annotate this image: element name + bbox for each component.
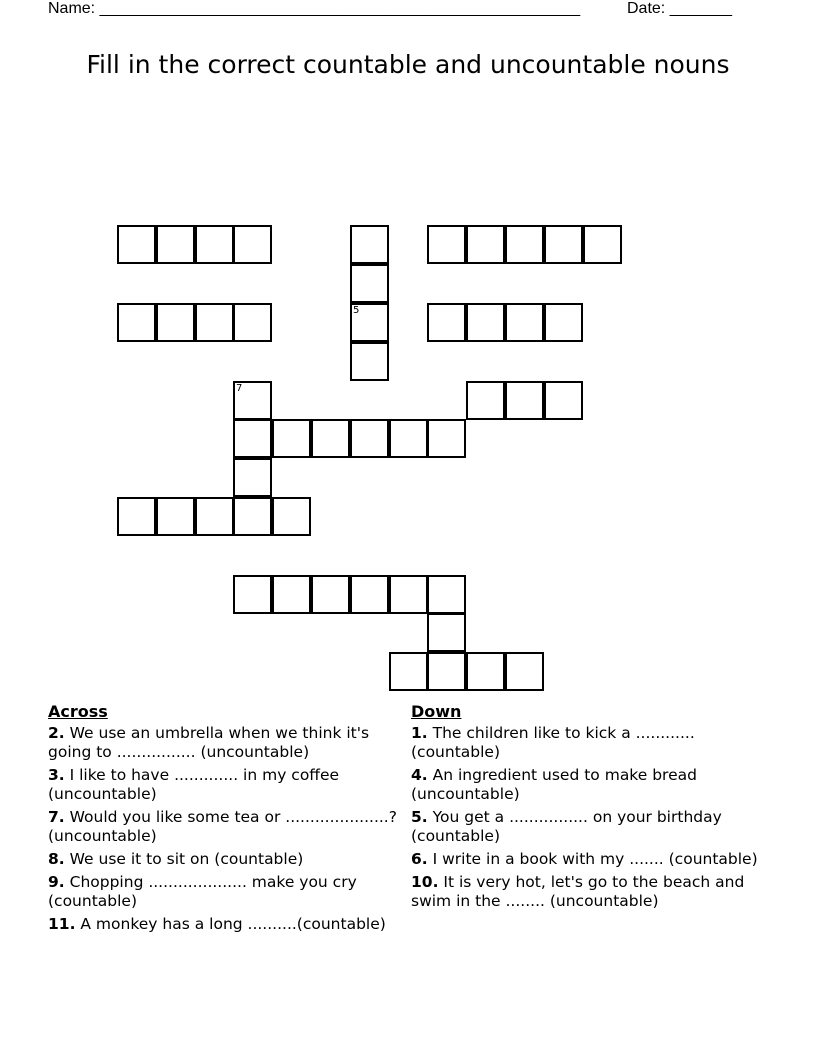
crossword-cell[interactable] [311, 419, 350, 458]
crossword-cell[interactable] [117, 225, 156, 264]
across-heading: Across [48, 702, 108, 721]
crossword-cell[interactable] [233, 575, 272, 614]
crossword-cell[interactable] [350, 303, 389, 342]
crossword-cell[interactable] [233, 381, 272, 420]
crossword-cell[interactable] [350, 342, 389, 381]
crossword-cell[interactable] [466, 652, 505, 691]
crossword-cell[interactable] [156, 225, 195, 264]
crossword-cell[interactable] [505, 381, 544, 420]
down-heading: Down [411, 702, 462, 721]
crossword-cell[interactable] [505, 303, 544, 342]
crossword-cell[interactable] [233, 458, 272, 497]
crossword-cell[interactable] [350, 575, 389, 614]
crossword-cell[interactable] [427, 419, 466, 458]
clue-down-1: 1. The children like to kick a ............ (countable) [411, 724, 695, 761]
crossword-cell[interactable] [389, 652, 428, 691]
crossword-cell[interactable] [117, 497, 156, 536]
cell-number: 7 [236, 383, 243, 394]
clue-across-11: 11. A monkey has a long ..........(countable) [48, 915, 386, 933]
crossword-cell[interactable] [156, 303, 195, 342]
crossword-cell[interactable] [466, 303, 505, 342]
down-clues [411, 702, 761, 915]
crossword-cell[interactable] [233, 225, 272, 264]
across-clues [48, 702, 398, 938]
clue-across-8: 8. We use it to sit on (countable) [48, 850, 304, 868]
clue-across-7: 7. Would you like some tea or .....................? (uncountable) [48, 808, 397, 845]
crossword-cell[interactable] [156, 497, 195, 536]
clue-down-4: 4. An ingredient used to make bread (uncountable) [411, 766, 697, 803]
crossword-cell[interactable] [466, 225, 505, 264]
crossword-cell[interactable] [427, 613, 466, 652]
crossword-cell[interactable] [195, 303, 234, 342]
clue-down-5: 5. You get a ................ on your birthday (countable) [411, 808, 722, 845]
clue-across-2: 2. We use an umbrella when we think it's going to ................ (uncountable) [48, 724, 370, 761]
date-field[interactable]: Date: _______ [627, 0, 732, 17]
crossword-cell[interactable] [544, 303, 583, 342]
crossword-cell[interactable] [350, 264, 389, 303]
crossword-cell[interactable] [350, 225, 389, 264]
page-title: Fill in the correct countable and uncountable nouns [86, 50, 730, 79]
crossword-cell[interactable] [233, 497, 272, 536]
crossword-cell[interactable] [427, 652, 466, 691]
crossword-cell[interactable] [272, 497, 311, 536]
crossword-cell[interactable] [427, 575, 466, 614]
crossword-cell[interactable] [389, 419, 428, 458]
clue-down-10: 10. It is very hot, let's go to the beach and swim in the ........ (uncountable) [411, 873, 745, 910]
crossword-cell[interactable] [583, 225, 622, 264]
clue-across-3: 3. I like to have ............. in my coffee (uncountable) [48, 766, 340, 803]
crossword-cell[interactable] [195, 497, 234, 536]
crossword-cell[interactable] [117, 303, 156, 342]
cell-number: 5 [353, 305, 360, 316]
crossword-cell[interactable] [233, 419, 272, 458]
crossword-cell[interactable] [505, 225, 544, 264]
clue-down-6: 6. I write in a book with my ....... (countable) [411, 850, 758, 868]
crossword-cell[interactable] [427, 303, 466, 342]
crossword-cell[interactable] [350, 419, 389, 458]
crossword-cell[interactable] [272, 575, 311, 614]
crossword-cell[interactable] [544, 225, 583, 264]
crossword-cell[interactable] [311, 575, 350, 614]
crossword-cell[interactable] [389, 575, 428, 614]
crossword-cell[interactable] [544, 381, 583, 420]
clue-across-9: 9. Chopping .................... make you cry (countable) [48, 873, 357, 910]
crossword-cell[interactable] [505, 652, 544, 691]
crossword-cell[interactable] [233, 303, 272, 342]
crossword-cell[interactable] [195, 225, 234, 264]
crossword-cell[interactable] [466, 381, 505, 420]
crossword-cell[interactable] [272, 419, 311, 458]
name-field[interactable]: Name: ______________________________________________________ [48, 0, 581, 17]
crossword-cell[interactable] [427, 225, 466, 264]
